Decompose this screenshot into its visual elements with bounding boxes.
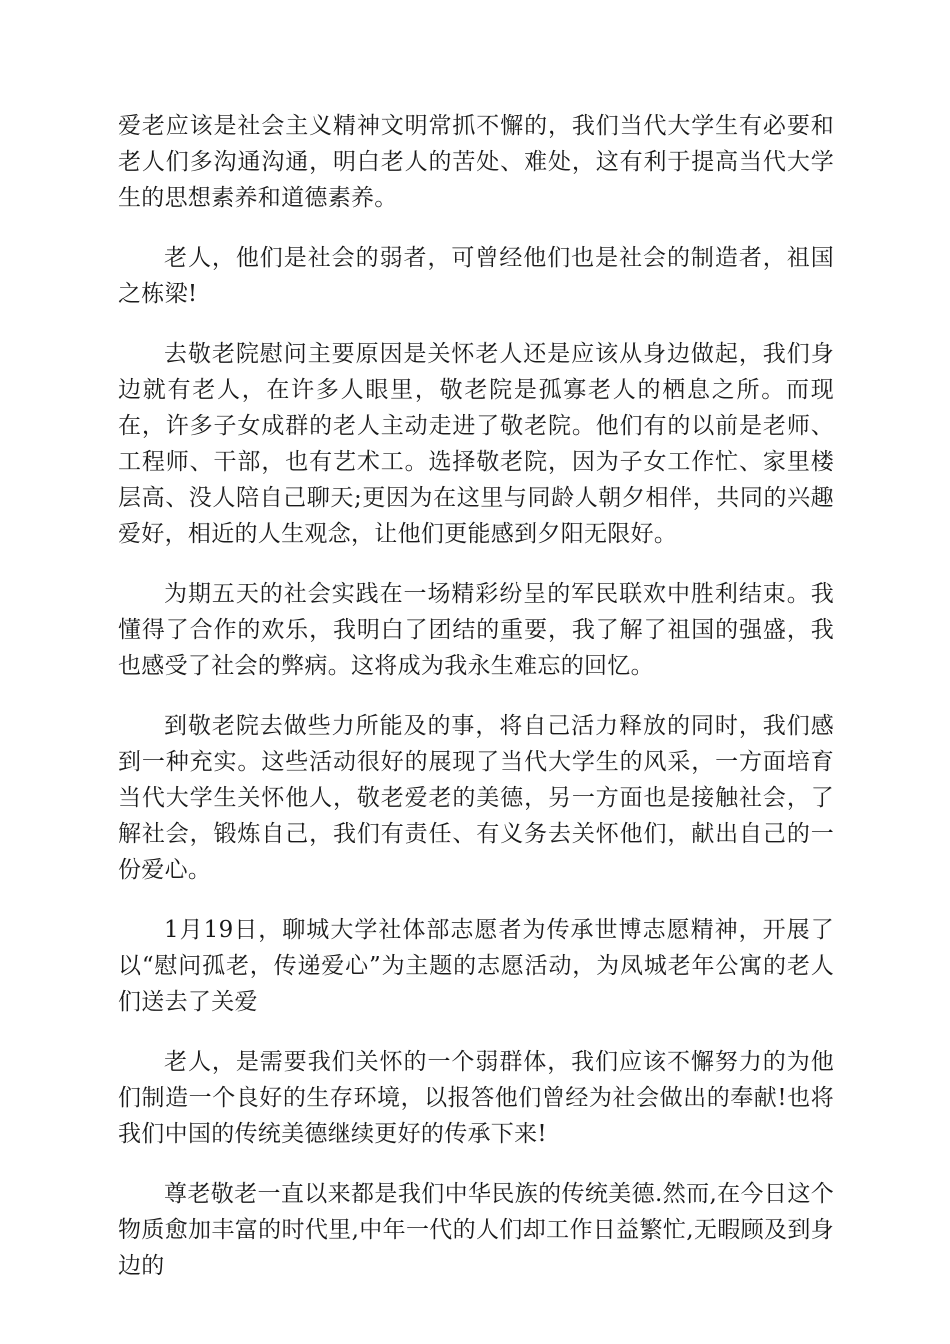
paragraph-5: 到敬老院去做些力所能及的事，将自己活力释放的同时，我们感到一种充实。这些活动很好的展现了当代大学生的风采，一方面培育当代大学生关怀他人，敬老爱老的美德，另一方面也是接触社会，了解社会，锻炼自己，我们有责任、有义务去关怀他们，献出自己的一份爱心。 (118, 713, 834, 883)
paragraph-3: 去敬老院慰问主要原因是关怀老人还是应该从身边做起，我们身边就有老人，在许多人眼里，敬老院是孤寡老人的栖息之所。而现在，许多子女成群的老人主动走进了敬老院。他们有的以前是老师、工程师、干部，也有艺术工。选择敬老院，因为子女工作忙、家里楼层高、没人陪自己聊天;更因为在这里与同龄人朝夕相伴，共同的兴趣爱好，相近的人生观念，让他们更能感到夕阳无限好。 (118, 341, 834, 547)
document-body (118, 108, 834, 1308)
paragraph-4: 为期五天的社会实践在一场精彩纷呈的军民联欢中胜利结束。我懂得了合作的欢乐，我明白了团结的重要，我了解了祖国的强盛，我也感受了社会的弊病。这将成为我永生难忘的回忆。 (118, 581, 834, 679)
paragraph-8: 尊老敬老一直以来都是我们中华民族的传统美德.然而,在今日这个物质愈加丰富的时代里,中年一代的人们却工作日益繁忙,无暇顾及到身边的 (118, 1181, 834, 1279)
paragraph-1: 爱老应该是社会主义精神文明常抓不懈的，我们当代大学生有必要和老人们多沟通沟通，明白老人的苦处、难处，这有利于提高当代大学生的思想素养和道德素养。 (118, 113, 834, 211)
paragraph-6: 1月19日，聊城大学社体部志愿者为传承世博志愿精神，开展了以“慰问孤老，传递爱心”为主题的志愿活动，为凤城老年公寓的老人们送去了关爱 (118, 917, 834, 1015)
paragraph-2: 老人，他们是社会的弱者，可曾经他们也是社会的制造者，祖国之栋梁! (118, 245, 834, 307)
paragraph-7: 老人，是需要我们关怀的一个弱群体，我们应该不懈努力的为他们制造一个良好的生存环境，以报答他们曾经为社会做出的奉献!也将我们中国的传统美德继续更好的传承下来! (118, 1049, 834, 1147)
